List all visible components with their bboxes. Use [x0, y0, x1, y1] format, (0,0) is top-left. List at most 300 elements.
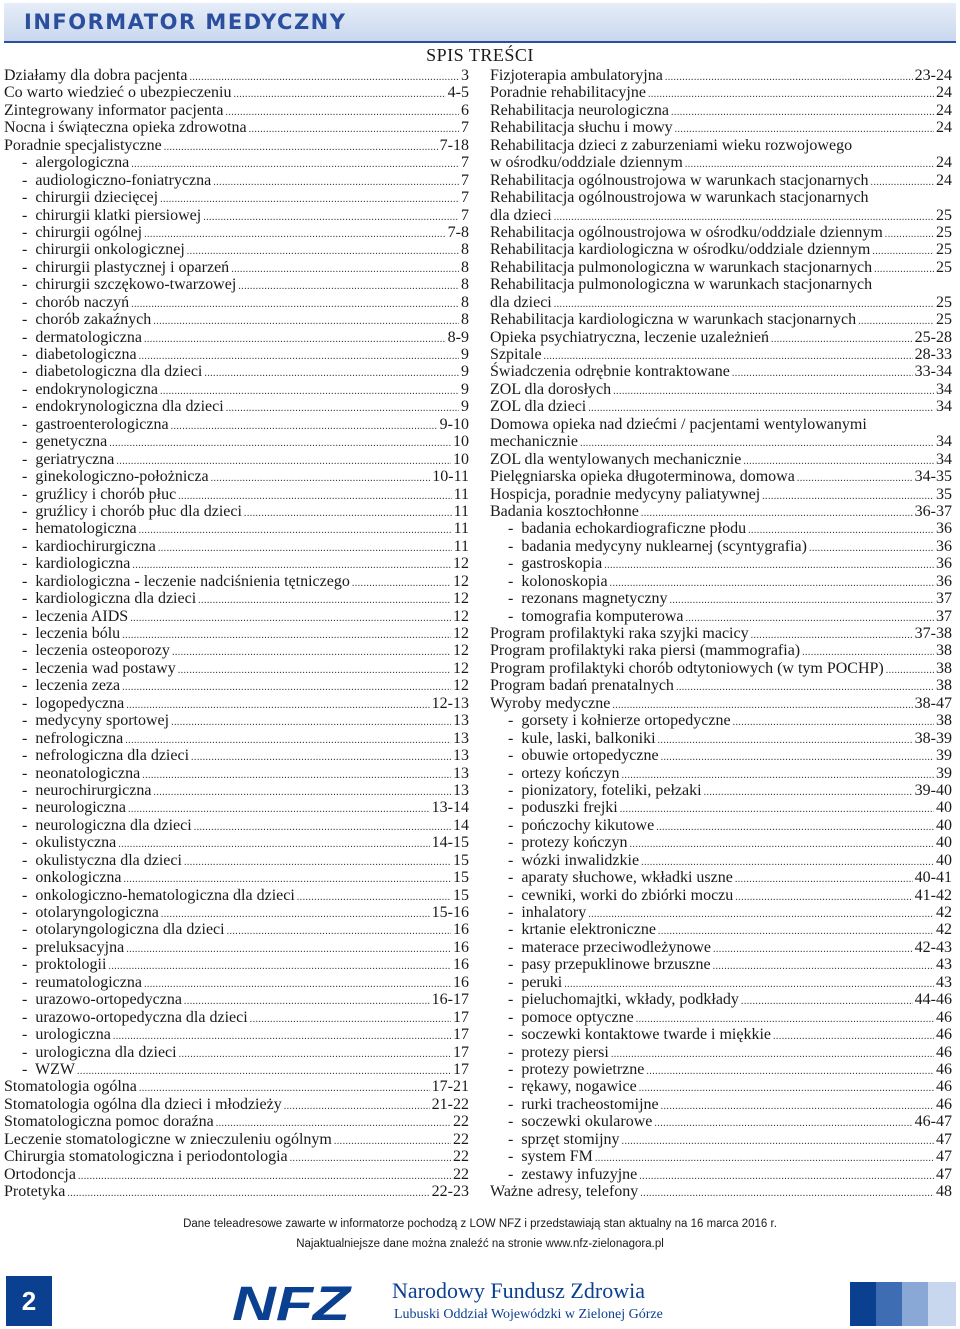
toc-entry-page: 17: [453, 1060, 469, 1078]
toc-entry-page: 25: [936, 311, 952, 329]
nfz-logo-text: NFZ: [232, 1278, 352, 1326]
toc-entry-label: dla dzieci: [490, 206, 552, 224]
toc-entry-page: 38-47: [914, 694, 952, 712]
toc-entry-label: dla dzieci: [490, 293, 552, 311]
toc-entry: [490, 956, 952, 973]
toc-entry-page: 11: [453, 537, 469, 555]
toc-entry: [490, 1078, 952, 1095]
toc-entry-label: - leczenia bólu: [22, 625, 121, 642]
toc-leader-dots: [613, 383, 934, 400]
toc-entry-page: 37-38: [914, 625, 952, 642]
toc-leader-dots: [67, 1185, 429, 1202]
toc-leader-dots: [144, 331, 446, 348]
toc-entry-label: - urologiczna dla dzieci: [22, 1043, 177, 1061]
toc-leader-dots: [191, 749, 451, 766]
document-title: INFORMATOR MEDYCZNY: [24, 10, 347, 34]
toc-leader-dots: [762, 488, 934, 505]
toc-entry-label: - diabetologiczna: [22, 346, 137, 363]
toc-leader-dots: [648, 86, 934, 103]
toc-entry-label: - gorsety i kołnierze ortopedyczne: [508, 712, 731, 730]
toc-leader-dots: [249, 121, 459, 138]
toc-leader-dots: [231, 261, 459, 278]
toc-entry: [490, 625, 952, 642]
toc-leader-dots: [671, 104, 934, 121]
toc-entry: [4, 555, 469, 572]
page-number: 2: [6, 1276, 52, 1326]
toc-entry-page: 22: [453, 1130, 469, 1148]
toc-entry: [4, 677, 469, 694]
toc-entry: [490, 84, 952, 101]
toc-entry-label: - genetyczna: [22, 433, 108, 451]
toc-entry-label: - soczewki okularowe: [508, 1113, 653, 1131]
toc-entry-page: 41-42: [914, 886, 952, 904]
toc-entry: [490, 538, 952, 555]
toc-leader-dots: [184, 854, 451, 871]
toc-entry-label: - neurologiczna dla dzieci: [22, 816, 192, 834]
toc-entry: [490, 834, 952, 851]
notice-line-2: Najaktualniejsze dane można znaleźć na stronie www.nfz-zielonagora.pl: [296, 1238, 664, 1250]
toc-entry: [490, 921, 952, 938]
toc-entry-page: 22: [453, 1148, 469, 1166]
toc-entry-label: Hospicja, poradnie medycyny paliatywnej: [490, 485, 761, 503]
toc-leader-dots: [204, 365, 459, 382]
toc-entry-label: Co warto wiedzieć o ubezpieczeniu: [4, 84, 232, 102]
toc-entry-label: - soczewki kontaktowe twarde i miękkie: [508, 1026, 772, 1044]
toc-entry: [4, 573, 469, 590]
toc-entry: [4, 852, 469, 869]
toc-entry: [490, 677, 952, 694]
toc-entry-label: - inhalatory: [508, 904, 587, 921]
toc-entry-label: Nocna i świąteczna opieka zdrowotna: [4, 119, 247, 137]
toc-entry-label: - cewniki, worki do zbiórki moczu: [508, 886, 734, 904]
org-name: Narodowy Fundusz Zdrowia: [392, 1278, 645, 1303]
toc-entry-label: - okulistyczna dla dzieci: [22, 851, 182, 869]
toc-entry: [4, 1148, 469, 1165]
toc-leader-dots: [153, 313, 459, 330]
toc-entry-page: 38: [936, 712, 952, 730]
toc-entry-page: 11: [453, 485, 469, 503]
toc-entry-label: ZOL dla wentylowanych mechanicznie: [490, 450, 742, 468]
toc-entry: [490, 590, 952, 607]
toc-entry-label: - gastroenterologiczna: [22, 415, 169, 433]
toc-entry: [4, 294, 469, 311]
toc-entry-page: 7: [461, 154, 469, 172]
toc-entry-page: 38: [936, 642, 952, 660]
notice-line-1: Dane teleadresowe zawarte w informatorze pochodzą z LOW NFZ i przedstawiają stan aktualny na 16 marca 2016 r.: [183, 1218, 777, 1230]
toc-leader-dots: [144, 226, 446, 243]
toc-entry-label: - leczenia wad postawy: [22, 659, 176, 677]
toc-entry: [490, 433, 952, 450]
toc-leader-dots: [122, 627, 451, 644]
toc-leader-dots: [334, 1133, 451, 1150]
toc-entry-label: Ortodoncja: [4, 1165, 76, 1183]
toc-entry-label: Rehabilitacja ogólnoustrojowa w ośrodku/oddziale dziennym: [490, 223, 883, 241]
toc-entry: [490, 1009, 952, 1026]
toc-entry: [490, 904, 952, 921]
toc-leader-dots: [885, 226, 934, 243]
toc-entry-label: - gruźlicy i chorób płuc dla dzieci: [22, 502, 242, 520]
toc-entry: [4, 904, 469, 921]
toc-entry-label: - urazowo-ortopedyczna: [22, 991, 182, 1009]
toc-entry-label: - alergologiczna: [22, 154, 130, 172]
toc-entry: [490, 451, 952, 468]
toc-entry: [4, 486, 469, 503]
toc-entry-label: Rehabilitacja słuchu i mowy: [490, 119, 673, 137]
toc-entry: [490, 311, 952, 328]
toc-entry-label: - nefrologiczna: [22, 729, 124, 747]
toc-entry-label: ZOL dla dzieci: [490, 398, 587, 416]
toc-entry: [490, 555, 952, 572]
toc-leader-dots: [213, 174, 459, 191]
toc-entry-page: 13: [453, 712, 469, 730]
toc-entry: [490, 224, 952, 241]
toc-entry-page: 46: [936, 1008, 952, 1026]
toc-leader-dots: [713, 958, 934, 975]
toc-entry: [4, 1078, 469, 1095]
toc-entry: [4, 207, 469, 224]
toc-entry-page: 12: [453, 555, 469, 573]
toc-entry: [4, 224, 469, 241]
toc-entry: [4, 276, 469, 293]
toc-entry-page: 36: [936, 572, 952, 590]
toc-entry-label: - chorób zakaźnych: [22, 311, 152, 329]
toc-entry: [4, 817, 469, 834]
toc-leader-dots: [595, 1150, 934, 1167]
toc-leader-dots: [735, 889, 912, 906]
toc-leader-dots: [872, 243, 934, 260]
toc-entry-label: - zestawy infuzyjne: [508, 1165, 638, 1183]
toc-leader-dots: [211, 470, 431, 487]
toc-entry: [4, 1061, 469, 1078]
toc-leader-dots: [290, 1150, 451, 1167]
toc-entry-label: Program profilaktyki raka szyjki macicy: [490, 625, 749, 642]
toc-entry: [4, 712, 469, 729]
toc-entry-page: 17: [453, 1043, 469, 1061]
toc-entry: [490, 747, 952, 764]
toc-entry: [4, 189, 469, 206]
toc-entry-page: 25: [936, 206, 952, 224]
toc-entry: [490, 346, 952, 363]
toc-entry: [4, 956, 469, 973]
toc-entry: [4, 991, 469, 1008]
toc-entry-label: - diabetologiczna dla dzieci: [22, 363, 203, 381]
toc-entry-label: - neonatologiczna: [22, 764, 141, 782]
toc-entry-label: - wózki inwalidzkie: [508, 851, 640, 869]
toc-entry-page: 13-14: [431, 799, 469, 817]
toc-entry-page: 25: [936, 293, 952, 311]
toc-leader-dots: [630, 836, 934, 853]
toc-entry: [490, 730, 952, 747]
footer: [0, 1262, 960, 1329]
toc-entry-label: Fizjoterapia ambulatoryjna: [490, 67, 663, 84]
toc-entry: [490, 503, 952, 520]
toc-entry: [490, 102, 952, 119]
toc-leader-dots: [639, 1168, 934, 1185]
toc-entry: [4, 468, 469, 485]
toc-entry-page: 42-43: [914, 938, 952, 956]
toc-entry: [4, 747, 469, 764]
toc-leader-dots: [233, 86, 445, 103]
toc-entry: [4, 590, 469, 607]
toc-entry: [490, 329, 952, 346]
toc-entry: [4, 974, 469, 991]
toc-entry-label: - pasy przepuklinowe brzuszne: [508, 956, 711, 974]
toc-entry: [4, 660, 469, 677]
toc-entry: [4, 1026, 469, 1043]
toc-entry-label: - kolonoskopia: [508, 572, 608, 590]
toc-entry-label: - pieluchomajtki, wkłady, podkłady: [508, 991, 739, 1009]
toc-entry-page: 46: [936, 1095, 952, 1113]
toc-entry-label: - gastroskopia: [508, 555, 603, 573]
toc-entry-page: 8: [461, 258, 469, 276]
toc-entry: [4, 154, 469, 171]
header-banner: [4, 3, 956, 43]
toc-entry-page: 12: [453, 642, 469, 660]
toc-entry: [4, 1131, 469, 1148]
toc-leader-dots: [771, 331, 913, 348]
toc-entry-page: 47: [936, 1148, 952, 1166]
toc-entry-page: 15: [453, 851, 469, 869]
toc-entry: [4, 416, 469, 433]
toc-entry: [4, 834, 469, 851]
toc-entry-label: - obuwie ortopedyczne: [508, 747, 659, 765]
toc-leader-dots: [661, 1098, 934, 1115]
toc-entry-label: - chirurgii ogólnej: [22, 223, 143, 241]
toc-entry: [4, 1166, 469, 1183]
toc-leader-dots: [153, 784, 451, 801]
toc-entry: [4, 433, 469, 450]
toc-entry-page: 9: [461, 363, 469, 381]
toc-entry-label: Zintegrowany informator pacjenta: [4, 101, 224, 119]
toc-entry-page: 39-40: [914, 781, 952, 799]
toc-entry: [490, 398, 952, 415]
toc-entry-page: 8: [461, 276, 469, 294]
toc-leader-dots: [78, 1168, 451, 1185]
toc-entry: [490, 765, 952, 782]
toc-entry-label: - onkologiczno-hematologiczna dla dzieci: [22, 886, 295, 904]
toc-entry: [4, 887, 469, 904]
toc-entry-label: - krtanie elektroniczne: [508, 921, 656, 939]
toc-entry-label: - peruki: [508, 973, 563, 991]
toc-leader-dots: [658, 732, 913, 749]
toc-entry-page: 37: [936, 590, 952, 608]
toc-entry-label: - protezy kończyn: [508, 834, 628, 852]
toc-entry-page: 40: [936, 834, 952, 852]
toc-entry-label: - otolaryngologiczna dla dzieci: [22, 921, 225, 939]
toc-left-column: [4, 67, 469, 1200]
toc-entry-label: - rurki tracheostomijne: [508, 1095, 659, 1113]
toc-entry-page: 7: [461, 189, 469, 207]
toc-entry-page: 44-46: [914, 991, 952, 1009]
toc-entry-page: 47: [936, 1130, 952, 1148]
toc-entry-label: Rehabilitacja ogólnoustrojowa w warunkach stacjonarnych: [490, 171, 869, 189]
toc-entry-page: 22-23: [431, 1183, 469, 1200]
toc-entry: [4, 119, 469, 136]
toc-entry-page: 36-37: [914, 502, 952, 520]
toc-entry-label: - leczenia zeza: [22, 677, 121, 695]
toc-leader-dots: [126, 697, 429, 714]
toc-entry: [4, 765, 469, 782]
toc-entry-label: Badania kosztochłonne: [490, 502, 639, 520]
color-block: [902, 1282, 928, 1326]
toc-entry-label: - gruźlicy i chorób płuc: [22, 485, 177, 503]
toc-leader-dots: [676, 679, 934, 696]
toc-entry-page: 42: [936, 904, 952, 921]
toc-entry: [4, 921, 469, 938]
toc-entry: [4, 782, 469, 799]
toc-leader-dots: [238, 278, 459, 295]
toc-entry: [490, 1183, 952, 1200]
toc-entry: [490, 573, 952, 590]
toc-entry: [490, 939, 952, 956]
toc-entry-page: 24: [936, 84, 952, 102]
toc-entry-page: 35: [936, 485, 952, 503]
toc-entry-page: 48: [936, 1183, 952, 1200]
toc-leader-dots: [622, 1133, 934, 1150]
toc-heading: SPIS TREŚCI: [426, 45, 534, 65]
toc-entry: [490, 119, 952, 136]
toc-entry: [4, 172, 469, 189]
toc-leader-dots: [871, 174, 934, 191]
toc-entry-page: 16-17: [431, 991, 469, 1009]
toc-entry: [4, 730, 469, 747]
toc-entry-page: 6: [461, 101, 469, 119]
toc-entry: [4, 311, 469, 328]
toc-entry: [4, 363, 469, 380]
toc-entry-label: Stomatologiczna pomoc doraźna: [4, 1113, 214, 1131]
toc-entry-page: 7-8: [447, 223, 469, 241]
toc-leader-dots: [639, 1080, 934, 1097]
toc-entry: [4, 1009, 469, 1026]
toc-entry-label: Świadczenia odrębnie kontraktowane: [490, 363, 730, 381]
toc-leader-dots: [226, 400, 459, 417]
toc-leader-dots: [178, 662, 451, 679]
toc-entry-label: - dermatologiczna: [22, 328, 142, 346]
toc-entry-page: 24: [936, 154, 952, 172]
toc-entry-label: - poduszki frejki: [508, 799, 618, 817]
toc-entry: [4, 695, 469, 712]
toc-entry-page: 17: [453, 1026, 469, 1044]
toc-leader-dots: [139, 522, 452, 539]
toc-entry: [4, 67, 469, 84]
toc-entry-page: 8: [461, 241, 469, 259]
toc-entry-label: Rehabilitacja neurologiczna: [490, 101, 670, 119]
toc-entry: [490, 137, 952, 154]
toc-leader-dots: [669, 592, 934, 609]
toc-entry-page: 8-9: [447, 328, 469, 346]
toc-entry-page: 12: [453, 677, 469, 695]
toc-leader-dots: [122, 679, 451, 696]
toc-leader-dots: [874, 261, 934, 278]
toc-entry-page: 38: [936, 677, 952, 695]
toc-entry: [490, 887, 952, 904]
toc-leader-dots: [654, 1115, 912, 1132]
toc-entry-label: - leczenia osteoporozy: [22, 642, 170, 660]
toc-leader-dots: [225, 104, 459, 121]
toc-entry-page: 11: [453, 502, 469, 520]
toc-entry: [490, 154, 952, 171]
toc-entry: [490, 276, 952, 293]
toc-entry-page: 38-39: [914, 729, 952, 747]
toc-leader-dots: [179, 1046, 451, 1063]
toc-entry-page: 16: [453, 938, 469, 956]
toc-entry-page: 3: [461, 67, 469, 84]
toc-leader-dots: [656, 819, 934, 836]
toc-entry-label: - otolaryngologiczna: [22, 904, 159, 921]
org-branch: Lubuski Oddział Wojewódzki w Zielonej Górze: [394, 1307, 663, 1322]
toc-entry-page: 24: [936, 101, 952, 119]
toc-leader-dots: [171, 714, 451, 731]
toc-entry-page: 47: [936, 1165, 952, 1183]
toc-entry-label: - sprzęt stomijny: [508, 1130, 620, 1148]
toc-entry: [490, 817, 952, 834]
toc-entry-label: - ortezy kończyn: [508, 764, 620, 782]
toc-entry-page: 46: [936, 1026, 952, 1044]
toc-entry-label: - leczenia AIDS: [22, 607, 129, 625]
toc-entry-label: Stomatologia ogólna dla dzieci i młodzieży: [4, 1095, 282, 1113]
toc-leader-dots: [244, 505, 452, 522]
toc-entry: [490, 660, 952, 677]
toc-entry-label: - tomografia komputerowa: [508, 607, 684, 625]
toc-entry: [4, 451, 469, 468]
toc-leader-dots: [160, 191, 459, 208]
toc-entry-label: Rehabilitacja kardiologiczna w warunkach stacjonarnych: [490, 311, 857, 329]
toc-leader-dots: [126, 941, 451, 958]
toc-entry: [4, 259, 469, 276]
toc-entry-page: 25: [936, 241, 952, 259]
toc-entry-page: 13: [453, 764, 469, 782]
toc-entry: [490, 294, 952, 311]
toc-entry: [490, 1061, 952, 1078]
color-block: [876, 1282, 902, 1326]
toc-entry-page: 9: [461, 380, 469, 398]
toc-entry: [490, 974, 952, 991]
toc-entry-page: 8: [461, 311, 469, 329]
toc-entry-label: - onkologiczna: [22, 869, 122, 887]
toc-entry: [490, 259, 952, 276]
toc-entry: [4, 625, 469, 642]
toc-entry-label: - system FM: [508, 1148, 593, 1166]
toc-leader-dots: [171, 418, 438, 435]
toc-entry: [490, 381, 952, 398]
toc-entry-label: - chirurgii onkologicznej: [22, 241, 185, 259]
toc-leader-dots: [732, 365, 913, 382]
toc-entry-label: - chirurgii klatki piersiowej: [22, 206, 202, 224]
toc-entry: [4, 398, 469, 415]
toc-entry-label: Program profilaktyki chorób odtytoniowych (w tym POCHP): [490, 659, 884, 677]
toc-entry-page: 40: [936, 851, 952, 869]
toc-entry-label: - chirurgii plastycznej i oparzeń: [22, 258, 230, 276]
toc-entry: [490, 799, 952, 816]
toc-leader-dots: [203, 209, 459, 226]
toc-entry-page: 21-22: [431, 1095, 469, 1113]
toc-leader-dots: [661, 749, 934, 766]
toc-entry-page: 7: [461, 119, 469, 137]
toc-entry-label: - okulistyczna: [22, 834, 117, 852]
toc-entry-label: - endokrynologiczna: [22, 380, 158, 398]
toc-entry-label: Domowa opieka nad dziećmi / pacjentami wentylowanymi: [490, 415, 867, 433]
toc-leader-dots: [131, 296, 459, 313]
toc-leader-dots: [665, 69, 913, 86]
toc-leader-dots: [144, 976, 451, 993]
toc-entry: [4, 1044, 469, 1061]
toc-leader-dots: [640, 1185, 934, 1202]
toc-entry-label: ZOL dla dorosłych: [490, 380, 612, 398]
toc-entry-label: - rękawy, nogawice: [508, 1078, 637, 1096]
toc-entry: [490, 869, 952, 886]
toc-leader-dots: [646, 1063, 934, 1080]
toc-entry-label: Leczenie stomatologiczne w znieczuleniu ogólnym: [4, 1130, 332, 1148]
